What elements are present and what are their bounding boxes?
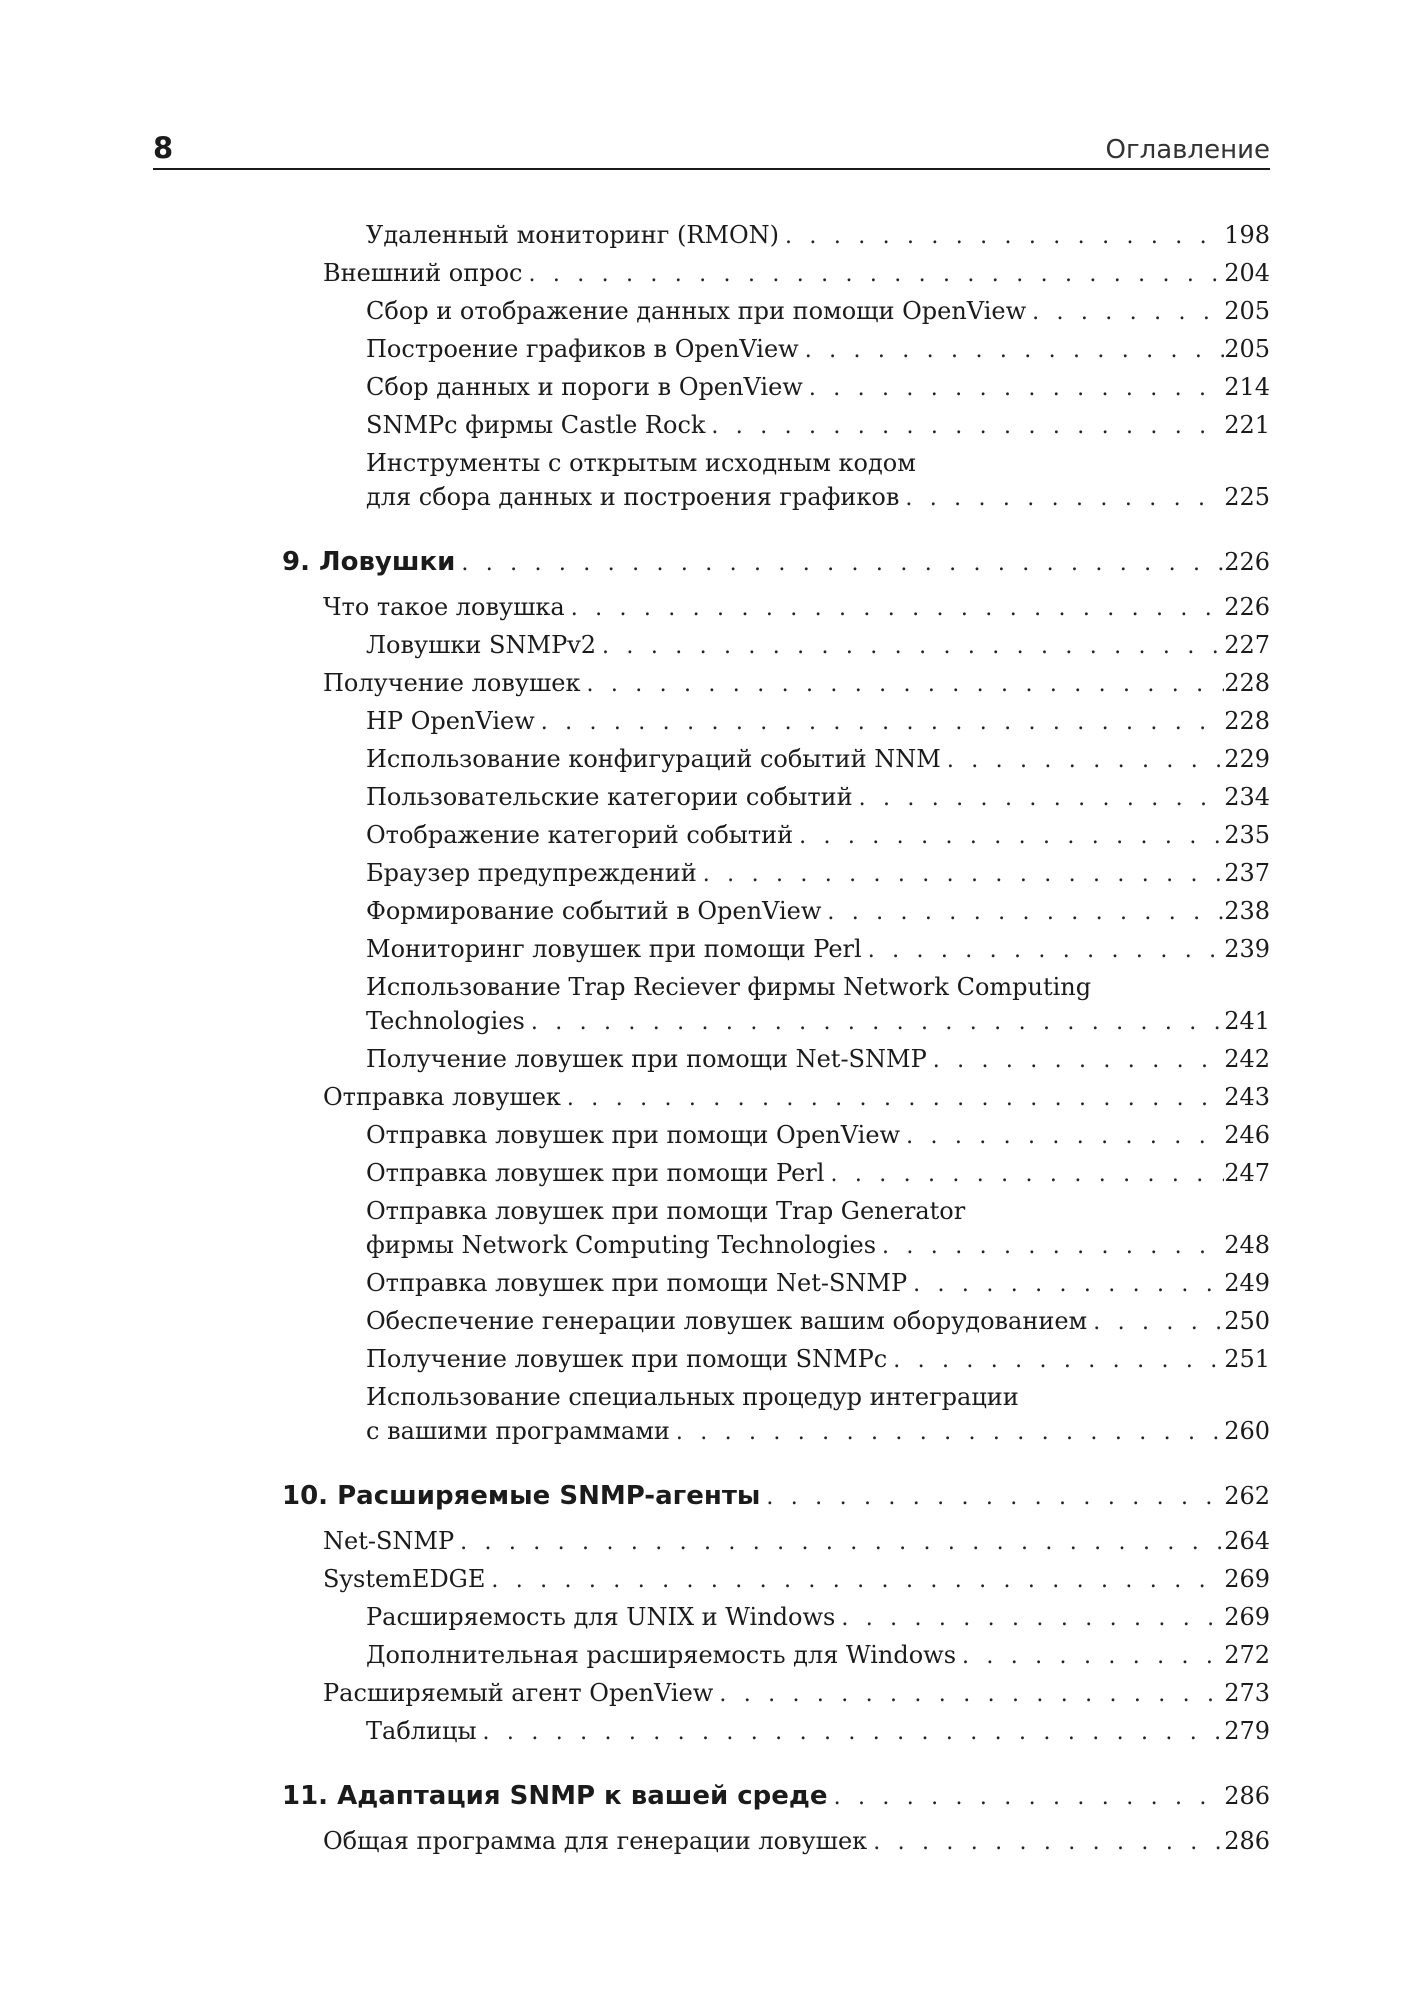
toc-entry-title: Использование Trap Reciever фирмы Network Computing: [366, 973, 1092, 1001]
toc-entry-continued[interactable]: [366, 1380, 1270, 1414]
dot-leader: [887, 1344, 1224, 1378]
toc-entry[interactable]: [366, 408, 1270, 444]
dot-leader: [907, 1268, 1224, 1302]
toc-entry[interactable]: [323, 1676, 1270, 1712]
dot-leader: [867, 1826, 1224, 1860]
toc-entry-page: 250: [1224, 1307, 1270, 1335]
toc-entry-title: SNMPc фирмы Castle Rock: [366, 411, 706, 439]
dot-leader: [535, 706, 1224, 740]
toc-entry-page: 228: [1224, 669, 1270, 697]
toc-entry-continued[interactable]: [366, 446, 1270, 480]
toc-entry-title: Формирование событий в OpenView: [366, 897, 822, 925]
toc-entry-page: 272: [1224, 1641, 1270, 1669]
dot-leader: [899, 482, 1224, 516]
toc-entry[interactable]: [366, 818, 1270, 854]
dot-leader: [956, 1640, 1224, 1674]
toc-entry-title: Расширяемый агент OpenView: [323, 1679, 714, 1707]
toc-entry-page: 228: [1224, 707, 1270, 735]
dot-leader: [760, 1481, 1224, 1515]
toc-entry-page: 260: [1224, 1417, 1270, 1445]
toc-entry-title: Отправка ловушек при помощи Trap Generator: [366, 1197, 966, 1225]
dot-leader: [455, 547, 1224, 581]
toc-entry[interactable]: [323, 1824, 1270, 1860]
toc-entry-title: Внешний опрос: [323, 259, 523, 287]
toc-entry-title: HP OpenView: [366, 707, 535, 735]
toc-entry-title: Сбор данных и пороги в OpenView: [366, 373, 803, 401]
toc-entry[interactable]: [323, 1080, 1270, 1116]
toc-entry-title: Использование конфигураций событий NNM: [366, 745, 941, 773]
toc-entry-title: Обеспечение генерации ловушек вашим оборудованием: [366, 1307, 1088, 1335]
toc-entry[interactable]: [366, 1600, 1270, 1636]
toc-entry-title: Расширяемость для UNIX и Windows: [366, 1603, 836, 1631]
toc-entry-page: 239: [1224, 935, 1270, 963]
toc-entry-page: 227: [1224, 631, 1270, 659]
toc-entry-page: 269: [1224, 1603, 1270, 1631]
toc-chapter-title: 11. Адаптация SNMP к вашей среде: [282, 1781, 828, 1811]
toc-chapter[interactable]: [282, 1479, 1270, 1515]
toc-entry-page: 225: [1224, 483, 1270, 511]
toc-entry-page: 279: [1224, 1717, 1270, 1745]
toc-entry-title: Что такое ловушка: [323, 593, 565, 621]
toc-entry[interactable]: [366, 480, 1270, 516]
toc-entry[interactable]: [366, 1156, 1270, 1192]
toc-entry-page: 205: [1224, 297, 1270, 325]
toc-entry-page: 251: [1224, 1345, 1270, 1373]
dot-leader: [799, 334, 1224, 368]
toc-entry-page: 226: [1224, 548, 1270, 576]
toc-entry-page: 264: [1224, 1527, 1270, 1555]
toc-entry-title: Получение ловушек при помощи Net-SNMP: [366, 1045, 927, 1073]
toc-entry-page: 246: [1224, 1121, 1270, 1149]
toc-entry[interactable]: [366, 1714, 1270, 1750]
toc-entry[interactable]: [323, 1524, 1270, 1560]
toc-entry-title: SystemEDGE: [323, 1565, 486, 1593]
toc-entry-title: Дополнительная расширяемость для Windows: [366, 1641, 957, 1669]
toc-entry[interactable]: [366, 1342, 1270, 1378]
toc-entry-title: с вашими программами: [366, 1417, 670, 1445]
dot-leader: [779, 220, 1224, 254]
toc-entry-title: Пользовательские категории событий: [366, 783, 853, 811]
dot-leader: [596, 630, 1224, 664]
toc-entry-title: Мониторинг ловушек при помощи Perl: [366, 935, 862, 963]
toc-entry[interactable]: [366, 1118, 1270, 1154]
dot-leader: [580, 668, 1224, 702]
dot-leader: [705, 410, 1224, 444]
dot-leader: [821, 896, 1224, 930]
toc-entry-title: Использование специальных процедур интеграции: [366, 1383, 1019, 1411]
toc-entry-page: 243: [1224, 1083, 1270, 1111]
toc-entry-title: Ловушки SNMPv2: [366, 631, 597, 659]
dot-leader: [876, 1230, 1224, 1264]
toc-entry-page: 249: [1224, 1269, 1270, 1297]
toc-entry-page: 262: [1224, 1482, 1270, 1510]
toc-entry-title: Сбор и отображение данных при помощи OpenView: [366, 297, 1027, 325]
toc-entry-title: Отправка ловушек: [323, 1083, 561, 1111]
dot-leader: [697, 858, 1224, 892]
dot-leader: [793, 820, 1224, 854]
toc-entry[interactable]: [366, 294, 1270, 330]
toc-chapter[interactable]: [282, 545, 1270, 581]
toc-entry[interactable]: [323, 1562, 1270, 1598]
toc-entry-continued[interactable]: [366, 970, 1270, 1004]
toc-entry[interactable]: [366, 1266, 1270, 1302]
toc-entry-title: Таблицы: [366, 1717, 477, 1745]
dot-leader: [853, 782, 1225, 816]
toc-entry[interactable]: [366, 332, 1270, 368]
toc-entry-title: Отправка ловушек при помощи Net-SNMP: [366, 1269, 908, 1297]
toc-entry[interactable]: [366, 1414, 1270, 1450]
toc-entry[interactable]: [366, 1228, 1270, 1264]
toc-entry[interactable]: [366, 894, 1270, 930]
toc-entry[interactable]: [366, 1042, 1270, 1078]
toc-entry-title: Net-SNMP: [323, 1527, 455, 1555]
dot-leader: [485, 1564, 1224, 1598]
toc-entry-page: 234: [1224, 783, 1270, 811]
dot-leader: [835, 1602, 1224, 1636]
toc-entry[interactable]: [323, 256, 1270, 292]
dot-leader: [900, 1120, 1224, 1154]
toc-entry[interactable]: [366, 628, 1270, 664]
dot-leader: [525, 1006, 1224, 1040]
toc-entry-title: фирмы Network Computing Technologies: [366, 1231, 877, 1259]
toc-entry-page: 286: [1224, 1827, 1270, 1855]
toc-entry-title: для сбора данных и построения графиков: [366, 483, 900, 511]
toc-entry-page: 273: [1224, 1679, 1270, 1707]
toc-chapter-title: 10. Расширяемые SNMP-агенты: [282, 1481, 761, 1511]
toc-entry-page: 247: [1224, 1159, 1270, 1187]
toc-entry[interactable]: [366, 704, 1270, 740]
toc-entry-page: 286: [1224, 1782, 1270, 1810]
toc-entry-title: Отправка ловушек при помощи OpenView: [366, 1121, 901, 1149]
toc-entry-page: 238: [1224, 897, 1270, 925]
toc-entry[interactable]: [366, 742, 1270, 778]
toc-entry-page: 248: [1224, 1231, 1270, 1259]
toc-entry-title: Удаленный мониторинг (RMON): [366, 221, 780, 249]
toc-entry[interactable]: [366, 780, 1270, 816]
toc-chapter[interactable]: [282, 1779, 1270, 1815]
toc-entry-page: 205: [1224, 335, 1270, 363]
toc-entry-page: 229: [1224, 745, 1270, 773]
dot-leader: [862, 934, 1225, 968]
dot-leader: [522, 258, 1224, 292]
toc-chapter-title: 9. Ловушки: [282, 547, 456, 577]
toc-entry[interactable]: [323, 590, 1270, 626]
toc-entry[interactable]: [366, 1638, 1270, 1674]
toc-entry-title: Браузер предупреждений: [366, 859, 697, 887]
toc-entry[interactable]: [366, 1304, 1270, 1340]
toc-entry-title: Общая программа для генерации ловушек: [323, 1827, 868, 1855]
toc-entry-page: 198: [1224, 221, 1270, 249]
toc-entry-title: Отображение категорий событий: [366, 821, 794, 849]
toc-entry-page: 221: [1224, 411, 1270, 439]
dot-leader: [1087, 1306, 1224, 1340]
toc-entry-page: 242: [1224, 1045, 1270, 1073]
toc-entry-page: 204: [1224, 259, 1270, 287]
dot-leader: [670, 1416, 1224, 1450]
toc-entry-title: Technologies: [366, 1007, 525, 1035]
running-title: Оглавление: [1105, 135, 1270, 165]
toc-entry-title: Получение ловушек: [323, 669, 581, 697]
toc-entry-continued[interactable]: [366, 1194, 1270, 1228]
toc-entry[interactable]: [366, 856, 1270, 892]
toc-entry-title: Построение графиков в OpenView: [366, 335, 799, 363]
dot-leader: [1026, 296, 1224, 330]
toc-entry-page: 241: [1224, 1007, 1270, 1035]
page-header: [153, 128, 1270, 170]
dot-leader: [803, 372, 1224, 406]
toc-entry-title: Получение ловушек при помощи SNMPc: [366, 1345, 888, 1373]
toc-entry[interactable]: [366, 932, 1270, 968]
toc-entry[interactable]: [366, 370, 1270, 406]
dot-leader: [561, 1082, 1224, 1116]
toc-entry-page: 214: [1224, 373, 1270, 401]
toc-entry-page: 237: [1224, 859, 1270, 887]
dot-leader: [477, 1716, 1225, 1750]
toc-entry[interactable]: [323, 666, 1270, 702]
dot-leader: [824, 1158, 1224, 1192]
toc-entry[interactable]: [366, 1004, 1270, 1040]
toc-entry-title: Инструменты с открытым исходным кодом: [366, 449, 916, 477]
toc-entry-page: 269: [1224, 1565, 1270, 1593]
dot-leader: [454, 1526, 1224, 1560]
toc-entry-title: Отправка ловушек при помощи Perl: [366, 1159, 825, 1187]
dot-leader: [828, 1781, 1225, 1815]
page-number: 8: [153, 131, 174, 165]
dot-leader: [713, 1678, 1224, 1712]
dot-leader: [927, 1044, 1224, 1078]
dot-leader: [565, 592, 1224, 626]
toc-entry[interactable]: [366, 218, 1270, 254]
toc-entry-page: 226: [1224, 593, 1270, 621]
dot-leader: [941, 744, 1224, 778]
toc-entry-page: 235: [1224, 821, 1270, 849]
